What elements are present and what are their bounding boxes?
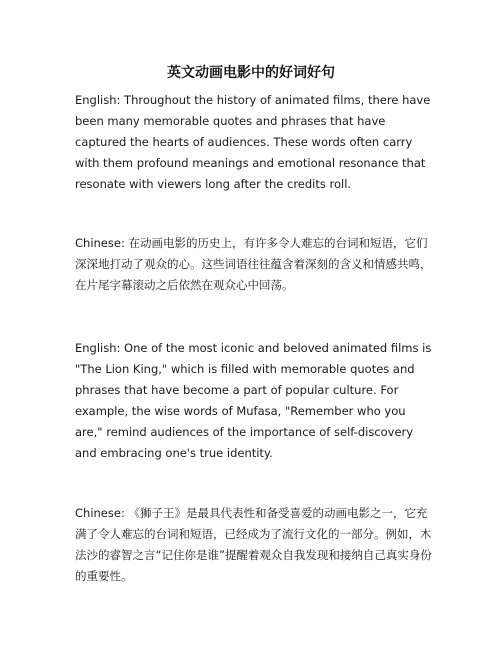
paragraph-chinese-2: Chinese: 《狮子王》是最具代表性和备受喜爱的动画电影之一，它充满了令人难忘的台词和短语，已经成为了流行文化的一部分。例如，木法沙的睿智之言“记住你是谁”提醒着观众自我发现和接纳自己真实身份的重要性。 (75, 506, 432, 583)
document-title: 英文动画电影中的好词好句 (167, 65, 335, 81)
paragraph-english-2: English: One of the most iconic and beloved animated films is "The Lion King," which is filled with memorable quotes and phrases that have become a part of popular culture. For example, the wise words of Mufasa, "Remember who you are," remind audiences of the importance of self-discovery and embracing one's true identity. (75, 341, 432, 460)
paragraph-chinese-1: Chinese: 在动画电影的历史上，有许多令人难忘的台词和短语，它们深深地打动了观众的心。这些词语往往蕴含着深刻的含义和情感共鸣，在片尾字幕滚动之后依然在观众心中回荡。 (75, 236, 432, 292)
paragraph-english-1: English: Throughout the history of animated films, there have been many memorable quotes and phrases that have captured the hearts of audiences. These words often carry with them profound meanings and emotional resonance that resonate with viewers long after the credits roll. (75, 93, 431, 191)
